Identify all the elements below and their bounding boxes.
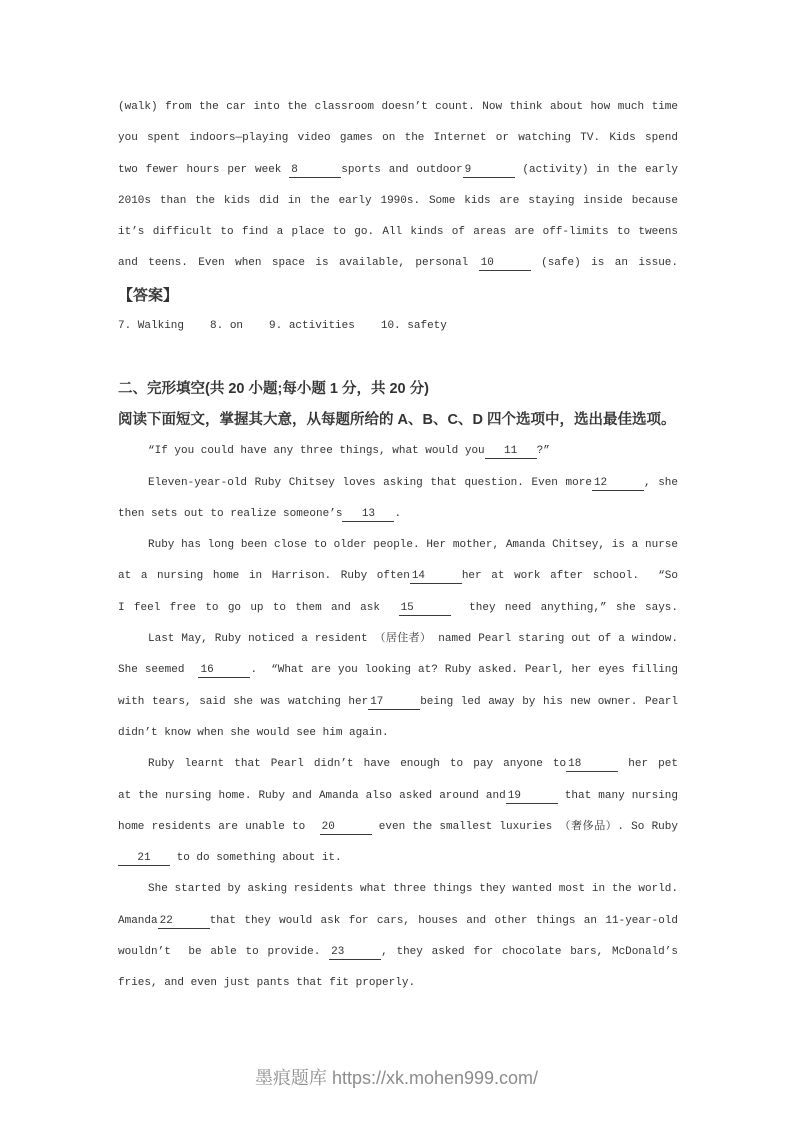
text-line: you spent indoors—playing video games on the Internet or watching TV. Kids spend: [118, 132, 678, 145]
text-line: Ruby has long been close to older people. Her mother, Amanda Chitsey, is a nurse: [148, 539, 678, 552]
section2-title: 二、完形填空(共 20 小题;每小题 1 分，共 20 分): [118, 380, 429, 397]
passage-end-block: [118, 92, 678, 280]
text-line: didn’t know when she would see him again.: [118, 726, 389, 739]
answer-row: [118, 311, 678, 342]
blank-22: 22: [158, 914, 210, 929]
blank-14: 14: [410, 569, 462, 584]
text-line: it’s difficult to find a place to go. All kinds of areas are off-limits to tweens: [118, 226, 678, 239]
text-line: fries, and even just pants that fit properly.: [118, 977, 416, 990]
answer-item-10: 10. safety: [380, 320, 447, 333]
blank-9: 9: [463, 163, 515, 178]
blank-21: 21: [118, 851, 170, 866]
blank-10: 10: [479, 256, 531, 271]
footer-watermark: 墨痕题库 https://xk.mohen999.com/: [254, 1068, 539, 1088]
text-line: 21 to do something about it.: [118, 843, 678, 874]
text-line: “If you could have any three things, what would you 11 ?”: [148, 445, 550, 458]
text-line: Eleven-year-old Ruby Chitsey loves asking that question. Even more 12 , she: [148, 476, 678, 489]
text-line: and teens. Even when space is available, personal 10 (safe) is an issue.: [118, 257, 678, 270]
text-line: Last May, Ruby noticed a resident （居住者） named Pearl staring out of a window.: [148, 633, 678, 646]
blank-18: 18: [566, 757, 618, 772]
blank-13: 13: [342, 507, 394, 522]
answer-item-9: 9. activities: [269, 320, 355, 333]
text-line: (walk) from the car into the classroom doesn’t count. Now think about how much time: [118, 101, 678, 113]
blank-17: 17: [368, 695, 420, 710]
text-line: Amanda 22 that they would ask for cars, houses and other things an 11-year-old: [118, 914, 678, 927]
text-line: Ruby learnt that Pearl didn’t have enough to pay anyone to 18 her pet: [148, 758, 678, 771]
blank-row: [118, 342, 678, 373]
blank-19: 19: [506, 789, 558, 804]
answer-section-header: 【答案】: [118, 286, 179, 304]
section2-instruction: 阅读下面短文，掌握其大意，从每题所给的 A、B、C、D 四个选项中，选出最佳选项。: [118, 411, 676, 428]
cloze-passage: [118, 436, 678, 999]
text-line: then sets out to realize someone’s 13 .: [118, 507, 402, 520]
blank-20: 20: [320, 820, 372, 835]
answer-item-7: 7. Walking: [118, 320, 185, 333]
text-line: at a nursing home in Harrison. Ruby often 14 her at work after school. “So: [118, 570, 678, 583]
text-line: two fewer hours per week 8 sports and outdoor 9 (activity) in the early: [118, 163, 678, 176]
text-line: home residents are unable to 20 even the smallest luxuries （奢侈品）. So Ruby: [118, 820, 678, 833]
text-line: 2010s than the kids did in the early 1990s. Some kids are staying inside because: [118, 194, 678, 207]
text-line: I feel free to go up to them and ask 15 they need anything,” she says.: [118, 601, 679, 614]
answer-item-8: 8. on: [210, 320, 244, 333]
text-line: at the nursing home. Ruby and Amanda also asked around and 19 that many nursing: [118, 789, 678, 802]
text-line: She seemed 16 . “What are you looking at? Ruby asked. Pearl, her eyes filling: [118, 664, 679, 677]
blank-15: 15: [399, 601, 451, 616]
text-line: wouldn’t be able to provide. 23 , they asked for chocolate bars, McDonald’s: [118, 946, 678, 959]
page-content: [118, 92, 678, 1000]
blank-8: 8: [289, 163, 341, 178]
text-line: with tears, said she was watching her 17 being led away by his new owner. Pearl: [118, 695, 678, 708]
blank-12: 12: [592, 476, 644, 491]
text-line: She started by asking residents what three things they wanted most in the world.: [148, 883, 678, 896]
blank-23: 23: [329, 945, 381, 960]
blank-16: 16: [198, 663, 250, 678]
blank-11: 11: [485, 444, 537, 459]
